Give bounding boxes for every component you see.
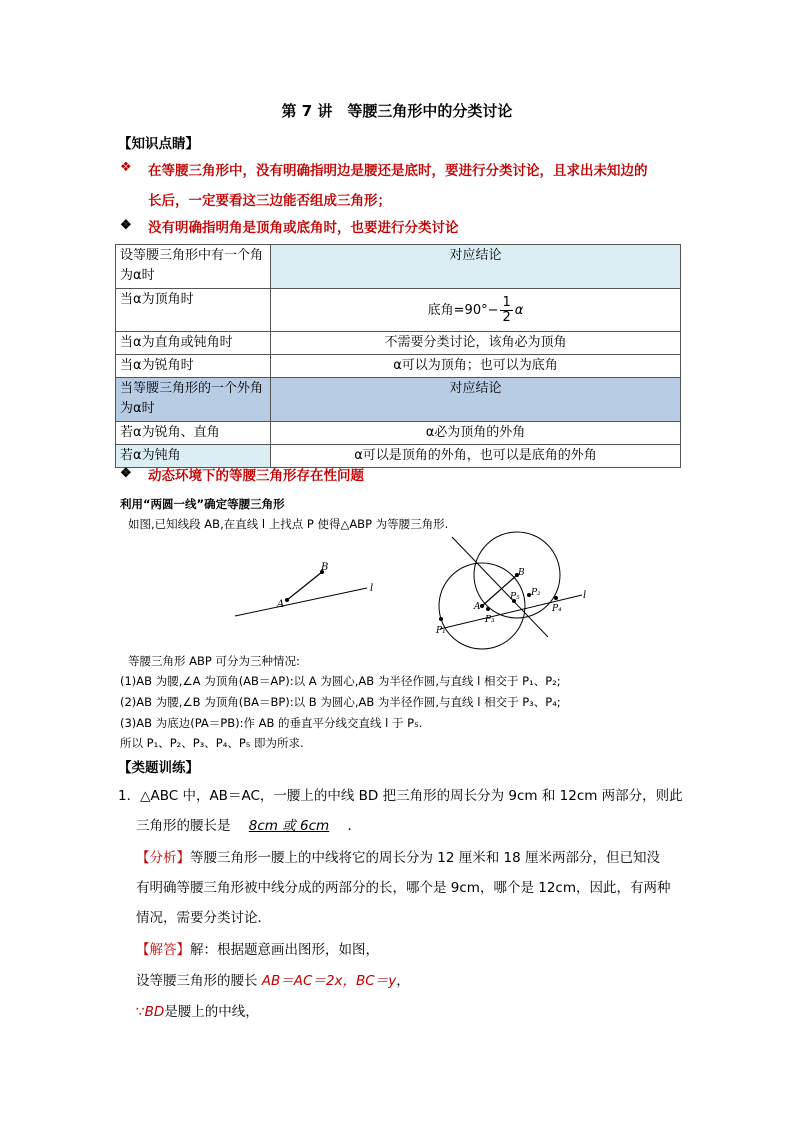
analysis-tag: 【分析】 bbox=[136, 850, 190, 866]
alpha-variable: α bbox=[514, 302, 524, 318]
bullet-icon: ❖ bbox=[120, 160, 132, 175]
fraction-denominator: 2 bbox=[502, 309, 511, 325]
solution-text: 解：根据题意画出图形，如图， bbox=[190, 942, 379, 958]
case-1: (1)AB 为腰,∠A 为顶角(AB＝AP):以 A 为圆心,AB 为半径作圆,与直线 l 相交于 P₁、P₂; bbox=[120, 674, 561, 688]
label-l: l bbox=[370, 583, 374, 594]
fraction bbox=[500, 296, 512, 325]
solution-line3 bbox=[136, 1002, 259, 1022]
point-a bbox=[285, 598, 289, 602]
section-heading-practice: 【类题训练】 bbox=[118, 760, 199, 776]
solution-text: ， bbox=[396, 973, 410, 989]
label-l: l bbox=[583, 590, 587, 601]
label-p4: P₄ bbox=[552, 604, 562, 614]
solution-text: 是腰上的中线， bbox=[164, 1004, 259, 1020]
method-intro: 如图,已知线段 AB,在直线 l 上找点 P 使得△ABP 为等腰三角形. bbox=[128, 517, 449, 531]
table-row bbox=[116, 378, 681, 422]
table-row bbox=[116, 422, 681, 445]
table-cell: α必为顶角的外角 bbox=[271, 422, 681, 445]
fraction-numerator: 1 bbox=[502, 294, 511, 310]
table-cell: 当等腰三角形的一个外角为α时 bbox=[116, 378, 271, 422]
bullet3-text: 动态环境下的等腰三角形存在性问题 bbox=[148, 468, 364, 484]
table-cell: 当α为顶角时 bbox=[116, 289, 271, 332]
point-p4 bbox=[554, 596, 558, 600]
label-b: B bbox=[518, 568, 525, 578]
page-title: 第 7 讲 等腰三角形中的分类讨论 bbox=[281, 102, 513, 120]
analysis-line1 bbox=[136, 848, 660, 868]
table-row bbox=[116, 245, 681, 289]
table-cell: 设等腰三角形中有一个角为α时 bbox=[116, 245, 271, 289]
cases-intro: 等腰三角形 ABP 可分为三种情况: bbox=[128, 654, 300, 668]
solution-math: ∵BD bbox=[136, 1004, 165, 1020]
cases-conclusion: 所以 P₁、P₂、P₃、P₄、P₅ 即为所求. bbox=[120, 736, 304, 750]
solution-tag: 【解答】 bbox=[136, 942, 190, 958]
method-title: 利用“两圆一线”确定等腰三角形 bbox=[120, 497, 285, 511]
table-cell: 当α为锐角时 bbox=[116, 355, 271, 378]
solution-text: 设等腰三角形的腰长 bbox=[136, 973, 262, 989]
segment-figure bbox=[225, 555, 385, 625]
table-cell: 若α为钝角 bbox=[116, 445, 271, 468]
perpendicular-bisector bbox=[452, 537, 548, 637]
analysis-line3: 情况，需要分类讨论． bbox=[136, 910, 271, 926]
table-cell-formula bbox=[271, 289, 681, 332]
bullet-icon: ❖ bbox=[120, 466, 132, 481]
solution-line2 bbox=[136, 971, 410, 991]
table-cell: 若α为锐角、直角 bbox=[116, 422, 271, 445]
bullet1-line2: 长后，一定要看这三边能否组成三角形； bbox=[148, 193, 391, 209]
formula-text: 底角=90°− bbox=[427, 302, 499, 318]
table-cell: 不需要分类讨论，该角必为顶角 bbox=[271, 332, 681, 355]
question1-line1: 1．△ABC 中，AB＝AC，一腰上的中线 BD 把三角形的周长分为 9cm 和 12cm 两部分，则此 bbox=[118, 788, 683, 804]
angle-classification-table bbox=[115, 244, 681, 468]
label-a: A bbox=[277, 599, 285, 610]
label-a: A bbox=[474, 602, 481, 612]
table-cell: 当α为直角或钝角时 bbox=[116, 332, 271, 355]
label-p2: P₂ bbox=[531, 588, 541, 598]
table-row bbox=[116, 289, 681, 332]
label-p1: P₁ bbox=[436, 626, 446, 636]
label-p3: P₃ bbox=[485, 615, 495, 625]
question1-period: ． bbox=[347, 818, 362, 834]
analysis-text: 等腰三角形一腰上的中线将它的周长分为 12 厘米和 18 厘米两部分，但已知没 bbox=[190, 850, 661, 866]
point-p1 bbox=[439, 617, 443, 621]
table-cell: 对应结论 bbox=[271, 378, 681, 422]
question1-answer: 8cm 或 6cm bbox=[248, 818, 330, 834]
bullet2-text: 没有明确指明角是顶角或底角时，也要进行分类讨论 bbox=[148, 220, 459, 236]
analysis-line2: 有明确等腰三角形被中线分成的两部分的长，哪个是 9cm，哪个是 12cm，因此，有两种 bbox=[136, 880, 671, 896]
table-row bbox=[116, 332, 681, 355]
table-cell: α可以为顶角；也可以为底角 bbox=[271, 355, 681, 378]
table-cell: α可以是顶角的外角，也可以是底角的外角 bbox=[271, 445, 681, 468]
point-p3 bbox=[486, 607, 490, 611]
label-p5: P₅ bbox=[510, 592, 520, 602]
table-cell: 对应结论 bbox=[271, 245, 681, 289]
label-b: B bbox=[321, 562, 329, 573]
section-heading-knowledge: 【知识点睛】 bbox=[118, 136, 199, 152]
solution-math: AB＝AC＝2x，BC＝y bbox=[261, 973, 397, 989]
case-2: (2)AB 为腰,∠B 为顶角(BA＝BP):以 B 为圆心,AB 为半径作圆,与直线 l 相交于 P₃、P₄; bbox=[120, 695, 561, 709]
point-a bbox=[480, 604, 484, 608]
bullet1-line1: 在等腰三角形中，没有明确指明边是腰还是底时，要进行分类讨论，且求出未知边的 bbox=[148, 163, 648, 179]
two-circles-one-line-figure bbox=[430, 525, 605, 650]
table-row bbox=[116, 355, 681, 378]
question1-line2 bbox=[136, 816, 361, 836]
line-l bbox=[235, 588, 367, 616]
solution-line1 bbox=[136, 940, 379, 960]
question1-prompt: 三角形的腰长是 bbox=[136, 818, 231, 834]
segment-ab bbox=[287, 572, 322, 600]
bullet-icon: ❖ bbox=[120, 218, 132, 233]
case-3: (3)AB 为底边(PA＝PB):作 AB 的垂直平分线交直线 l 于 P₅. bbox=[120, 716, 423, 730]
